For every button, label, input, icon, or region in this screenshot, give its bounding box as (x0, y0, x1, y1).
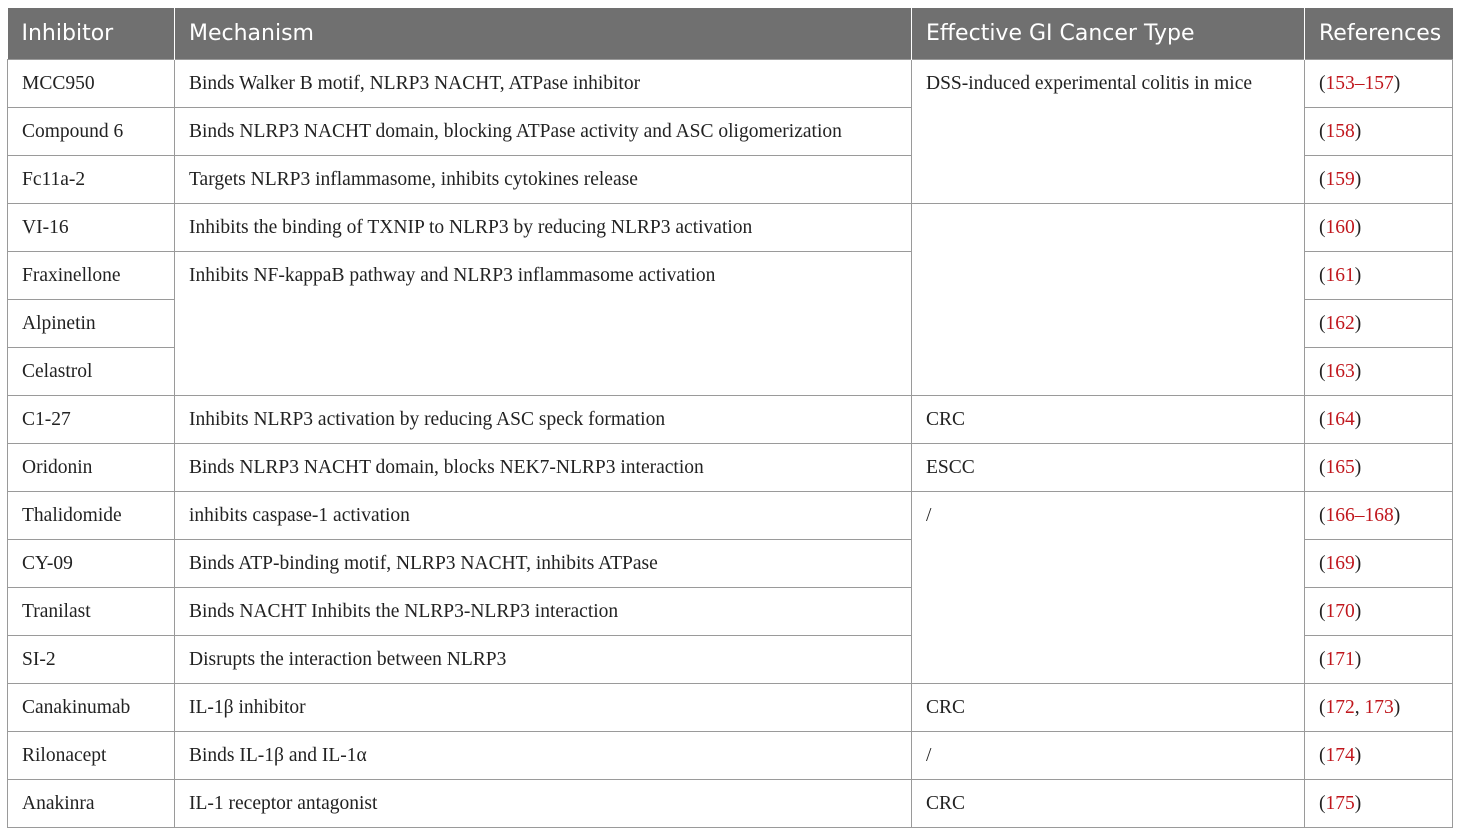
inhibitor-cell: Canakinumab (8, 684, 175, 732)
inhibitor-table-container (7, 8, 1452, 828)
reference-link[interactable]: 168 (1364, 505, 1394, 526)
ref-paren-open: ( (1319, 553, 1326, 574)
table-row (8, 732, 1453, 780)
reference-link[interactable]: 170 (1325, 601, 1355, 622)
references-cell (1305, 636, 1453, 684)
header-references: References (1305, 8, 1453, 60)
inhibitor-cell: MCC950 (8, 60, 175, 108)
mechanism-cell: Binds IL-1β and IL-1α (175, 732, 912, 780)
cancer-type-cell: CRC (912, 684, 1305, 732)
inhibitor-table (7, 8, 1453, 828)
mechanism-cell: Binds NLRP3 NACHT domain, blocking ATPase activity and ASC oligomerization (175, 108, 912, 156)
reference-link[interactable]: 163 (1325, 361, 1355, 382)
inhibitor-cell: VI-16 (8, 204, 175, 252)
references-cell (1305, 204, 1453, 252)
mechanism-cell: Binds Walker B motif, NLRP3 NACHT, ATPase inhibitor (175, 60, 912, 108)
reference-link[interactable]: 160 (1325, 217, 1355, 238)
ref-paren-close: ) (1354, 361, 1362, 382)
ref-paren-close: ) (1354, 745, 1362, 766)
table-header-row (8, 8, 1453, 60)
ref-paren-close: ) (1354, 457, 1362, 478)
table-row (8, 396, 1453, 444)
ref-paren-open: ( (1319, 73, 1326, 94)
reference-link[interactable]: 173 (1364, 697, 1394, 718)
reference-link[interactable]: 172 (1325, 697, 1355, 718)
inhibitor-cell: Alpinetin (8, 300, 175, 348)
inhibitor-cell: Compound 6 (8, 108, 175, 156)
reference-link[interactable]: 174 (1325, 745, 1355, 766)
header-mechanism: Mechanism (175, 8, 912, 60)
ref-separator: , (1354, 697, 1365, 718)
references-cell (1305, 300, 1453, 348)
ref-paren-close: ) (1354, 601, 1362, 622)
ref-paren-open: ( (1319, 361, 1326, 382)
reference-link[interactable]: 161 (1325, 265, 1355, 286)
ref-paren-open: ( (1319, 217, 1326, 238)
cancer-type-cell: CRC (912, 396, 1305, 444)
table-row (8, 444, 1453, 492)
ref-paren-open: ( (1319, 457, 1326, 478)
ref-separator: – (1354, 505, 1365, 526)
mechanism-cell: IL-1β inhibitor (175, 684, 912, 732)
header-inhibitor: Inhibitor (8, 8, 175, 60)
ref-paren-close: ) (1354, 409, 1362, 430)
ref-paren-close: ) (1393, 505, 1401, 526)
reference-link[interactable]: 171 (1325, 649, 1355, 670)
reference-link[interactable]: 166 (1325, 505, 1355, 526)
ref-paren-close: ) (1354, 313, 1362, 334)
inhibitor-cell: Celastrol (8, 348, 175, 396)
ref-paren-close: ) (1354, 649, 1362, 670)
mechanism-cell: Disrupts the interaction between NLRP3 (175, 636, 912, 684)
cancer-type-cell (912, 204, 1305, 396)
cancer-type-cell: ESCC (912, 444, 1305, 492)
header-cancer-type: Effective GI Cancer Type (912, 8, 1305, 60)
table-row (8, 204, 1453, 252)
references-cell (1305, 60, 1453, 108)
ref-paren-close: ) (1354, 121, 1362, 142)
ref-paren-close: ) (1354, 217, 1362, 238)
ref-paren-open: ( (1319, 697, 1326, 718)
reference-link[interactable]: 153 (1325, 73, 1355, 94)
inhibitor-cell: C1-27 (8, 396, 175, 444)
references-cell (1305, 396, 1453, 444)
ref-paren-close: ) (1393, 73, 1401, 94)
references-cell (1305, 780, 1453, 828)
mechanism-cell: Binds NLRP3 NACHT domain, blocks NEK7-NLRP3 interaction (175, 444, 912, 492)
references-cell (1305, 156, 1453, 204)
ref-paren-close: ) (1354, 793, 1362, 814)
ref-paren-open: ( (1319, 649, 1326, 670)
reference-link[interactable]: 165 (1325, 457, 1355, 478)
cancer-type-cell: DSS-induced experimental colitis in mice (912, 60, 1305, 204)
mechanism-cell: Inhibits NF-kappaB pathway and NLRP3 inflammasome activation (175, 252, 912, 396)
references-cell (1305, 108, 1453, 156)
mechanism-cell: inhibits caspase-1 activation (175, 492, 912, 540)
ref-paren-open: ( (1319, 793, 1326, 814)
ref-paren-open: ( (1319, 313, 1326, 334)
cancer-type-cell: / (912, 732, 1305, 780)
references-cell (1305, 348, 1453, 396)
cancer-type-cell: / (912, 492, 1305, 684)
mechanism-cell: Binds ATP-binding motif, NLRP3 NACHT, inhibits ATPase (175, 540, 912, 588)
reference-link[interactable]: 158 (1325, 121, 1355, 142)
ref-paren-open: ( (1319, 265, 1326, 286)
table-row (8, 60, 1453, 108)
cancer-type-cell: CRC (912, 780, 1305, 828)
ref-paren-open: ( (1319, 601, 1326, 622)
inhibitor-cell: Fraxinellone (8, 252, 175, 300)
inhibitor-cell: SI-2 (8, 636, 175, 684)
inhibitor-cell: Tranilast (8, 588, 175, 636)
reference-link[interactable]: 175 (1325, 793, 1355, 814)
ref-paren-open: ( (1319, 745, 1326, 766)
ref-paren-close: ) (1393, 697, 1401, 718)
mechanism-cell: Inhibits the binding of TXNIP to NLRP3 by reducing NLRP3 activation (175, 204, 912, 252)
references-cell (1305, 732, 1453, 780)
reference-link[interactable]: 169 (1325, 553, 1355, 574)
ref-paren-close: ) (1354, 265, 1362, 286)
table-row (8, 780, 1453, 828)
ref-paren-open: ( (1319, 169, 1326, 190)
references-cell (1305, 684, 1453, 732)
inhibitor-cell: Anakinra (8, 780, 175, 828)
ref-paren-close: ) (1354, 169, 1362, 190)
ref-separator: – (1354, 73, 1365, 94)
references-cell (1305, 252, 1453, 300)
references-cell (1305, 444, 1453, 492)
mechanism-cell: Targets NLRP3 inflammasome, inhibits cytokines release (175, 156, 912, 204)
mechanism-cell: IL-1 receptor antagonist (175, 780, 912, 828)
reference-link[interactable]: 162 (1325, 313, 1355, 334)
table-row (8, 684, 1453, 732)
reference-link[interactable]: 164 (1325, 409, 1355, 430)
ref-paren-open: ( (1319, 121, 1326, 142)
inhibitor-cell: Rilonacept (8, 732, 175, 780)
mechanism-cell: Inhibits NLRP3 activation by reducing ASC speck formation (175, 396, 912, 444)
ref-paren-open: ( (1319, 505, 1326, 526)
table-body (8, 60, 1453, 828)
mechanism-cell: Binds NACHT Inhibits the NLRP3-NLRP3 interaction (175, 588, 912, 636)
references-cell (1305, 492, 1453, 540)
inhibitor-cell: Oridonin (8, 444, 175, 492)
inhibitor-cell: Thalidomide (8, 492, 175, 540)
ref-paren-close: ) (1354, 553, 1362, 574)
inhibitor-cell: CY-09 (8, 540, 175, 588)
reference-link[interactable]: 157 (1364, 73, 1394, 94)
references-cell (1305, 588, 1453, 636)
references-cell (1305, 540, 1453, 588)
inhibitor-cell: Fc11a-2 (8, 156, 175, 204)
reference-link[interactable]: 159 (1325, 169, 1355, 190)
ref-paren-open: ( (1319, 409, 1326, 430)
table-row (8, 492, 1453, 540)
